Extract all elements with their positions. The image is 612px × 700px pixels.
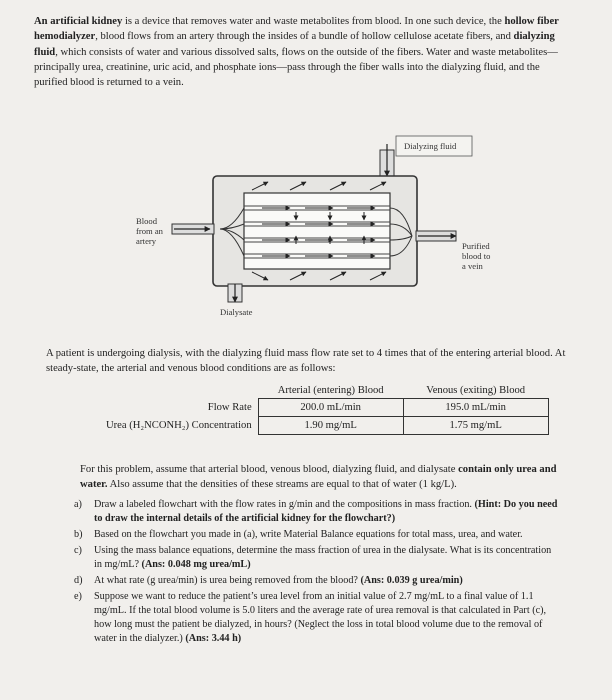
question-text: At what rate (g urea/min) is urea being removed from the blood? bbox=[94, 575, 361, 586]
row-label: Flow Rate bbox=[207, 402, 252, 413]
list-item bbox=[64, 528, 560, 542]
question-text: Based on the flowchart you made in (a), write Material Balance equations for total mass, urea, and water. bbox=[94, 529, 523, 540]
assumption-text-1: For this problem, assume that arterial blood, venous blood, dialyzing fluid, and dialysate bbox=[80, 464, 459, 475]
question-label: d) bbox=[74, 575, 83, 586]
term-hollow-fiber-hemodialyzer: hollow fiber hemodialyzer bbox=[34, 16, 559, 43]
blood-conditions-table bbox=[100, 383, 549, 435]
question-text: Draw a labeled flowchart with the flow rates in g/min and the compositions in mass fraction. bbox=[94, 499, 475, 510]
question-label: c) bbox=[74, 545, 82, 556]
question-label: b) bbox=[74, 529, 83, 540]
list-item bbox=[64, 590, 560, 646]
label-purified-blood: Purified blood to a vein bbox=[462, 241, 491, 271]
col-venous-header: Venous (exiting) Blood bbox=[426, 385, 526, 396]
row-label: Urea (H₂NCONH₂) Concentration bbox=[106, 420, 252, 431]
question-label: e) bbox=[74, 591, 82, 602]
intro-text-2: , blood flows from an artery through the insides of a bundle of hollow cellulose acetate fibers, and bbox=[95, 31, 514, 43]
cell-arterial-flow: 200.0 mL/min bbox=[258, 399, 403, 417]
cell-venous-urea: 1.75 mg/mL bbox=[403, 417, 548, 435]
label-dialysate: Dialysate bbox=[220, 307, 253, 317]
question-hint: (Hint: Do you need to draw the internal details of the artificial kidney for the flowchart?) bbox=[94, 499, 558, 524]
question-answer: (Ans: 0.048 mg urea/mL) bbox=[141, 559, 251, 570]
question-answer: (Ans: 0.039 g urea/min) bbox=[360, 575, 463, 586]
table-row bbox=[100, 399, 548, 417]
question-label: a) bbox=[74, 499, 82, 510]
assumption-bold: contain only urea and water. bbox=[80, 464, 557, 490]
assumption-paragraph bbox=[80, 462, 560, 492]
patient-paragraph: A patient is undergoing dialysis, with the dialyzing fluid mass flow rate set to 4 times that of the entering arterial blood. At steady-state, the arterial and venous blood conditions are as follows: bbox=[46, 348, 566, 374]
term-dialyzing-fluid: dialyzing fluid bbox=[34, 31, 555, 58]
table-row bbox=[100, 417, 548, 435]
cell-arterial-urea: 1.90 mg/mL bbox=[258, 417, 403, 435]
assumption-text-2: Also assume that the densities of these streams are equal to that of water (1 kg/L). bbox=[107, 479, 457, 490]
list-item bbox=[64, 574, 560, 588]
cell-venous-flow: 195.0 mL/min bbox=[403, 399, 548, 417]
table-header-row bbox=[100, 383, 548, 399]
col-arterial-header: Arterial (entering) Blood bbox=[277, 385, 384, 396]
list-item bbox=[64, 498, 560, 526]
intro-text-3: , which consists of water and various dissolved salts, flows on the outside of the fibers. Water and waste metabolites—principally urea, creatinine, uric acid, and phosphate ions—pass through the fiber walls into the dialyzing fluid, and the purified blood is returned to a vein. bbox=[34, 46, 558, 89]
term-artificial-kidney: An artificial kidney bbox=[34, 16, 123, 27]
question-list bbox=[64, 498, 560, 648]
list-item bbox=[64, 544, 560, 572]
label-dialyzing-fluid: Dialyzing fluid bbox=[404, 141, 457, 151]
question-text: Suppose we want to reduce the patient’s urea level from an initial value of 2.7 mg/mL to a final value of 1.1 mg/mL. If the total blood volume is 5.0 liters and the average rate of urea removal is that calculated in Part (c), how long must the patient be dialyzed, in hours? (Neglect the loss in total blood volume due to the removal of water in the dialyzer.) bbox=[94, 591, 547, 644]
label-blood-from-artery: Blood from an artery bbox=[136, 216, 163, 246]
intro-text-1: is a device that removes water and waste metabolites from blood. In one such device, the bbox=[122, 16, 505, 27]
question-text: Using the mass balance equations, determine the mass fraction of urea in the dialysate. What is its concentration in mg/mL? bbox=[94, 545, 552, 570]
question-answer: (Ans: 3.44 h) bbox=[185, 633, 242, 644]
